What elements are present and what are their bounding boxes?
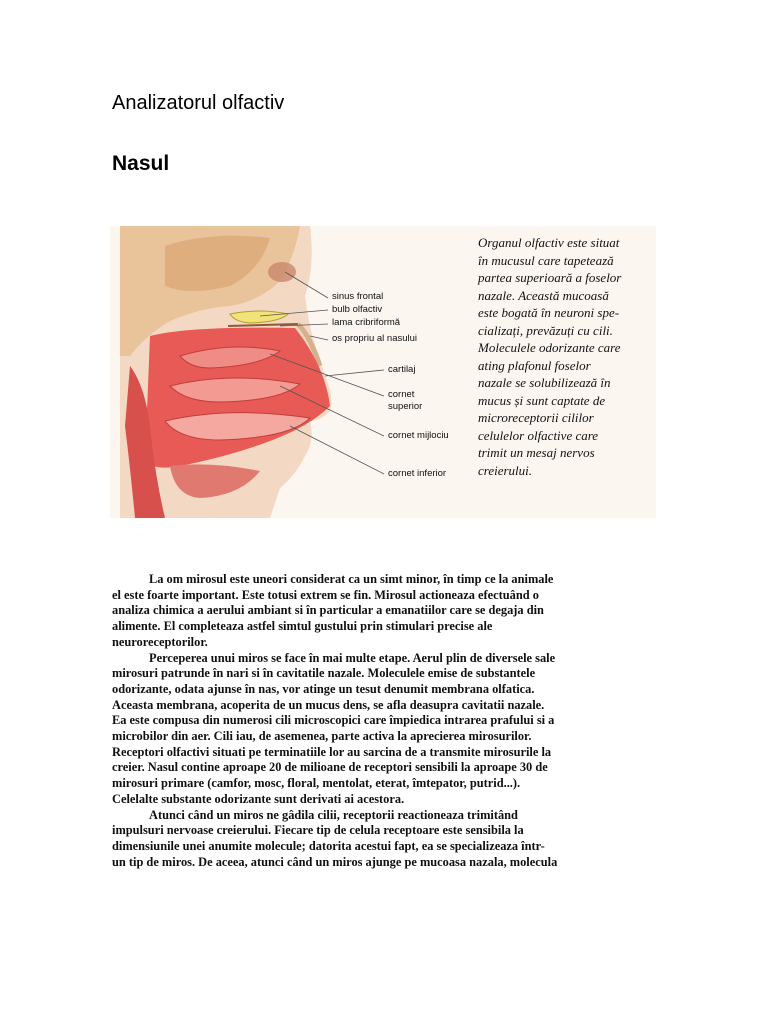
label-superior: superior [388, 401, 423, 412]
paragraph-line: Ea este compusa din numerosi cili microscopici care împiedica intrarea prafului si a [112, 713, 555, 728]
caption-line: microreceptorii cililor [478, 410, 594, 425]
paragraph-line: microbilor din aer. Cili iau, de asemenea, parte activa la aprecierea mirosurilor. [112, 729, 532, 744]
paragraph-line: Aceasta membrana, acoperita de un mucus dens, se afla deasupra cavitatii nazale. [112, 697, 545, 712]
body-text [112, 572, 660, 870]
label-os-propriu: os propriu al nasului [332, 333, 418, 344]
caption-line: partea superioară a foselor [478, 270, 622, 285]
paragraph-line: mirosuri primare (camfor, mosc, floral, mentolat, eterat, îmtepator, putrid...). [112, 776, 521, 791]
paragraph-line: Celelalte substante odorizante sunt derivati ai acestora. [112, 791, 405, 806]
caption-line: este bogată în neuroni spe- [478, 305, 620, 320]
paragraph-line: creier. Nasul contine aproape 20 de milioane de receptori sensibili la aproape 30 de [112, 760, 548, 775]
section-heading: Nasul [112, 152, 170, 175]
page-title: Analizatorul olfactiv [112, 92, 285, 114]
caption-line: cializați, prevăzuți cu cili. [478, 322, 613, 338]
caption-line: nazale. Această mucoasă [478, 287, 609, 303]
paragraph-line: odorizante, odata ajunse în nas, vor atinge un tesut denumit membrana olfatica. [112, 681, 535, 696]
paragraph-line: mirosuri patrunde în nari si în cavitatile nazale. Moleculele emise de substantele [112, 666, 536, 681]
caption-line: creierului. [478, 462, 533, 478]
label-cornet: cornet [388, 389, 415, 400]
label-cornet-mijlociu: cornet mijlociu [388, 430, 449, 441]
paragraph-line: La om mirosul este uneori considerat ca un simt minor, în timp ce la animale [149, 572, 554, 586]
paragraph-line: dimensiunile unei anumite molecule; datorita acestui fapt, ea se specializeaza într- [112, 838, 545, 853]
paragraph-line: un tip de miros. De aceea, atunci când un miros ajunge pe mucoasa nazala, molecula [112, 854, 558, 869]
paragraph-line: Atunci când un miros ne gâdila cilii, receptorii reactioneaza trimitând [149, 807, 518, 822]
nasal-anatomy-figure [110, 226, 656, 518]
paragraph-line: impulsuri nervoase creierului. Fiecare tip de celula receptoare este sensibila la [112, 823, 524, 838]
caption-line: Organul olfactiv este situat [478, 235, 620, 250]
figure-caption [478, 234, 654, 479]
caption-line: celulelor olfactive care [478, 427, 599, 443]
label-bulb-olfactiv: bulb olfactiv [332, 304, 383, 315]
label-cartilaj: cartilaj [388, 364, 416, 375]
caption-line: în mucusul care tapetează [478, 252, 614, 268]
paragraph-line: neuroreceptorilor. [112, 634, 208, 649]
label-sinus-frontal: sinus frontal [332, 291, 384, 302]
label-cornet-inferior: cornet inferior [388, 468, 447, 479]
paragraph-line: Perceperea unui miros se face în mai multe etape. Aerul plin de diverselе sale [149, 650, 556, 665]
caption-line: mucus și sunt captate de [478, 392, 606, 408]
paragraph-line: Receptori olfactivi situati pe terminatiile lor au sarcina de a transmite mirosurile la [112, 744, 552, 759]
caption-line: nazale se solubilizează în [478, 375, 611, 390]
caption-line: trimit un mesaj nervos [478, 445, 595, 460]
label-lama-cribriforma: lama cribriformă [332, 317, 401, 328]
caption-line: Moleculele odorizante care [478, 340, 621, 355]
caption-line: ating plafonul foselor [478, 357, 591, 373]
paragraph-line: alimente. El completeaza astfel simtul gustului prin stimulari precise ale [112, 619, 493, 634]
paragraph-line: el este foarte important. Este totusi extrem se fin. Mirosul actioneaza efectuând o [112, 587, 539, 602]
paragraph-line: analiza chimica a aerului ambiant si în particular a emanatiilor care se degaja din [112, 603, 544, 618]
